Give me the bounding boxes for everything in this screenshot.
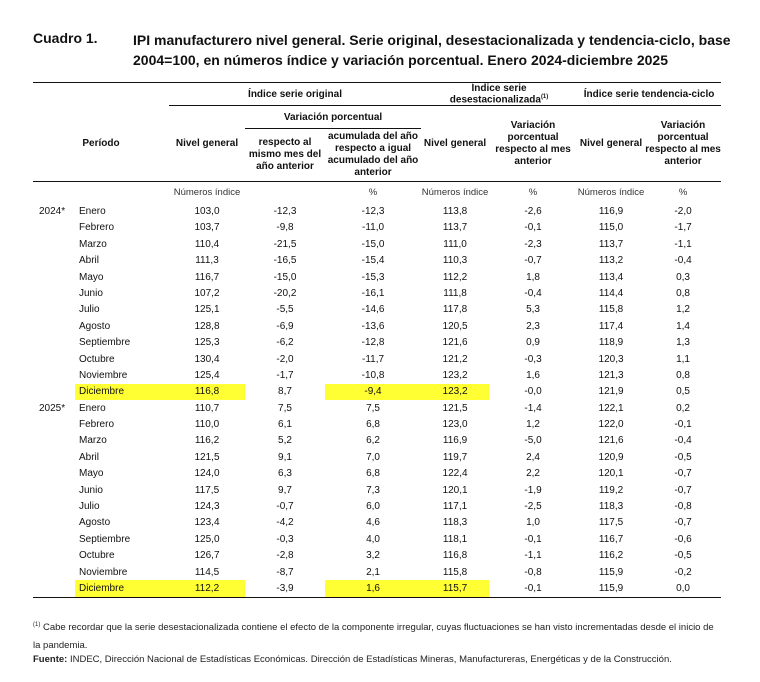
cell-desest-var: -0,7 <box>524 255 542 267</box>
cell-month: Octubre <box>79 550 115 562</box>
cell-acum: 3,2 <box>366 550 380 562</box>
ipi-table <box>33 82 721 598</box>
cell-month: Diciembre <box>75 580 169 597</box>
cell-nivel: 117,5 <box>194 484 220 496</box>
cell-desest-var: -0,1 <box>524 222 542 234</box>
cell-nivel: 124,0 <box>194 468 220 480</box>
cell-var-anual: -1,7 <box>276 369 294 381</box>
cell-tc-var: -0,1 <box>674 419 692 431</box>
cell-desest-var: -1,1 <box>524 550 542 562</box>
cell-acum: -15,0 <box>361 238 385 250</box>
cell-year <box>33 531 75 547</box>
cell-var-anual: 6,1 <box>278 419 292 431</box>
cell-nivel: 125,4 <box>194 369 220 381</box>
cell-desest-var: -1,4 <box>524 402 542 414</box>
cell-tc-var: -1,1 <box>674 238 692 250</box>
cell-month: Noviembre <box>79 566 128 578</box>
cell-month: Septiembre <box>79 337 131 349</box>
header-variacion: Variación porcentual <box>245 106 421 129</box>
cell-tc: 115,8 <box>598 304 624 316</box>
cell-acum: 6,8 <box>366 419 380 431</box>
cell-desest-var: -0,1 <box>524 533 542 545</box>
header-periodo: Período <box>33 106 169 182</box>
cell-desest: 116,8 <box>442 550 468 562</box>
cell-tc: 115,9 <box>577 580 645 597</box>
cell-desest-var: 1,2 <box>526 419 540 431</box>
cell-month: Abril <box>79 451 100 463</box>
cell-month: Julio <box>79 304 100 316</box>
source-note: Fuente: INDEC, Dirección Nacional de Estadísticas Económicas. Dirección de Estadísticas Mineras, Manufactureras, Energéticas y de la Construcción. <box>33 654 672 665</box>
cell-acum: 7,3 <box>366 484 380 496</box>
cell-tc-var: -0,7 <box>674 468 692 480</box>
cell-desest: 117,1 <box>442 501 468 513</box>
header-var-mes-tc: Variación porcentual respecto al mes anterior <box>645 106 721 182</box>
cell-var-anual: -2,8 <box>276 550 294 562</box>
table-row <box>33 384 721 400</box>
cell-desest-var: 1,6 <box>526 369 540 381</box>
cell-year <box>33 564 75 580</box>
cell-nivel: 110,7 <box>194 402 220 414</box>
header-desestacionalizada: Índice serie desestacionalizada$^{(1)}$ <box>421 83 577 106</box>
cell-year <box>33 351 75 367</box>
cell-tc: 120,1 <box>598 468 624 480</box>
cell-year <box>33 384 75 400</box>
cell-desest: 122,4 <box>442 468 468 480</box>
cell-tc-var: 0,5 <box>676 386 690 398</box>
cell-nivel: 107,2 <box>194 287 220 299</box>
unit-label: % <box>528 187 538 199</box>
cell-var-anual: -9,8 <box>276 222 294 234</box>
cell-desest: 123,2 <box>442 369 468 381</box>
cell-month: Agosto <box>79 517 111 529</box>
cell-acum: 1,6 <box>325 580 421 597</box>
cell-tc: 113,7 <box>598 238 624 250</box>
cell-desest: 118,1 <box>442 533 468 545</box>
cell-tc: 121,9 <box>598 386 624 398</box>
cell-tc-var: -0,4 <box>674 255 692 267</box>
cell-month: Diciembre <box>75 384 169 400</box>
cell-nivel: 125,0 <box>194 533 220 545</box>
cell-desest-var: -0,3 <box>524 353 542 365</box>
cell-desest: 111,0 <box>443 238 467 250</box>
cell-month: Enero <box>79 206 106 218</box>
cell-month: Febrero <box>79 222 115 234</box>
table-row <box>33 269 721 285</box>
cell-tc: 113,2 <box>598 255 624 267</box>
cell-var-anual: -6,2 <box>276 337 294 349</box>
cell-nivel: 110,4 <box>194 238 220 250</box>
cell-var-anual: 9,7 <box>278 484 292 496</box>
cell-tc: 114,4 <box>598 287 624 299</box>
header-nivel-original: Nivel general <box>169 106 245 182</box>
cell-desest-var: -2,6 <box>524 206 542 218</box>
cell-nivel: 103,0 <box>194 206 220 218</box>
header-tendencia: Índice serie tendencia-ciclo <box>577 83 721 106</box>
cell-year <box>33 367 75 383</box>
cell-tc-var: 0,8 <box>676 287 690 299</box>
header-var-mes-desest: Variación porcentual respecto al mes anterior <box>489 106 577 182</box>
cell-tc: 113,4 <box>598 271 624 283</box>
cell-year: 2024* <box>39 206 66 218</box>
cell-month: Marzo <box>79 435 107 447</box>
cell-desest: 110,3 <box>442 255 468 267</box>
cell-acum: -15,3 <box>361 271 385 283</box>
cell-tc: 115,0 <box>598 222 624 234</box>
cell-desest: 115,7 <box>421 580 489 597</box>
table-caption-label: Cuadro 1. <box>33 30 98 46</box>
cell-tc-var: 0,8 <box>676 369 690 381</box>
cell-year <box>33 449 75 465</box>
cell-desest-var: -5,0 <box>524 435 542 447</box>
cell-desest-var: -1,9 <box>524 484 542 496</box>
cell-acum: 4,0 <box>366 533 380 545</box>
header-acumulada: acumulada del año respecto a igual acumulado del año anterior <box>325 129 421 182</box>
cell-tc-var: 1,4 <box>676 320 690 332</box>
header-original: Índice serie original <box>169 83 421 106</box>
cell-desest: 120,5 <box>442 320 468 332</box>
cell-nivel: 121,5 <box>194 451 220 463</box>
cell-tc: 117,5 <box>598 517 624 529</box>
units-row <box>33 182 721 204</box>
cell-nivel: 125,1 <box>194 304 220 316</box>
table-row <box>33 334 721 350</box>
table-row <box>33 564 721 580</box>
cell-month: Marzo <box>79 238 107 250</box>
cell-acum: 7,0 <box>366 451 380 463</box>
cell-year <box>33 253 75 269</box>
cell-month: Octubre <box>79 353 115 365</box>
cell-month: Agosto <box>79 320 111 332</box>
cell-var-anual: -20,2 <box>273 287 297 299</box>
cell-desest-var: -0,8 <box>524 566 542 578</box>
table-row <box>33 285 721 301</box>
cell-acum: -10,8 <box>361 369 385 381</box>
cell-acum: -16,1 <box>361 287 385 299</box>
cell-tc-var: 0,2 <box>676 402 690 414</box>
cell-year <box>33 334 75 350</box>
cell-desest: 121,6 <box>442 337 468 349</box>
cell-desest: 123,2 <box>421 384 489 400</box>
cell-acum: -9,4 <box>325 384 421 400</box>
cell-desest-var: -0,1 <box>489 580 577 597</box>
cell-desest: 113,7 <box>442 222 468 234</box>
cell-acum: -11,0 <box>361 222 385 234</box>
cell-tc-var: -0,7 <box>674 484 692 496</box>
cell-nivel: 114,5 <box>194 566 220 578</box>
cell-year <box>33 548 75 564</box>
cell-year <box>33 318 75 334</box>
cell-tc-var: 0,0 <box>645 580 721 597</box>
cell-year <box>33 302 75 318</box>
cell-year <box>33 236 75 252</box>
cell-tc: 121,6 <box>598 435 624 447</box>
cell-tc: 120,9 <box>598 451 624 463</box>
cell-tc: 115,9 <box>598 566 624 578</box>
cell-tc: 118,9 <box>598 337 624 349</box>
table-caption-title: IPI manufacturero nivel general. Serie original, desestacionalizada y tendencia-ciclo, base 2004=100, en números índice y variación porcentual. Enero 2024-diciembre 2025 <box>133 32 731 68</box>
table-row <box>33 220 721 236</box>
cell-nivel: 116,7 <box>194 271 220 283</box>
cell-month: Abril <box>79 255 100 267</box>
cell-year <box>33 515 75 531</box>
cell-tc: 122,1 <box>598 402 624 414</box>
cell-desest-var: -2,3 <box>524 238 542 250</box>
cell-tc-var: -1,7 <box>674 222 692 234</box>
cell-nivel: 123,4 <box>194 517 220 529</box>
cell-year <box>33 285 75 301</box>
table-row <box>33 203 721 219</box>
cell-acum: -12,8 <box>361 337 385 349</box>
cell-acum: -15,4 <box>361 255 385 267</box>
cell-var-anual: -16,5 <box>273 255 297 267</box>
cell-year <box>33 498 75 514</box>
cell-var-anual: 5,2 <box>278 435 292 447</box>
cell-month: Septiembre <box>79 533 131 545</box>
cell-tc: 116,9 <box>598 206 624 218</box>
cell-tc: 117,4 <box>598 320 624 332</box>
cell-var-anual: -3,9 <box>245 580 325 597</box>
cell-tc-var: -2,0 <box>674 206 692 218</box>
cell-tc: 119,2 <box>598 484 624 496</box>
cell-year <box>33 433 75 449</box>
unit-label: Números índice <box>173 187 241 199</box>
unit-label: Números índice <box>421 187 489 199</box>
table-row <box>33 318 721 334</box>
cell-acum: 6,2 <box>366 435 380 447</box>
table-row <box>33 515 721 531</box>
cell-tc-var: -0,4 <box>674 435 692 447</box>
cell-tc: 116,7 <box>598 533 624 545</box>
table-row <box>33 548 721 564</box>
unit-label: Números índice <box>577 187 645 199</box>
cell-desest: 121,5 <box>442 402 468 414</box>
cell-var-anual: -15,0 <box>273 271 297 283</box>
cell-tc-var: 1,3 <box>676 337 690 349</box>
table-row <box>33 236 721 252</box>
cell-var-anual: 6,3 <box>278 468 292 480</box>
cell-var-anual: -0,7 <box>276 501 294 513</box>
cell-desest: 120,1 <box>442 484 468 496</box>
cell-desest-var: 1,8 <box>526 271 540 283</box>
cell-nivel: 110,0 <box>194 419 220 431</box>
table-row <box>33 498 721 514</box>
cell-year: 2025* <box>39 402 66 414</box>
table-row <box>33 253 721 269</box>
cell-tc: 120,3 <box>598 353 624 365</box>
table-row <box>33 449 721 465</box>
cell-nivel: 116,8 <box>169 384 245 400</box>
table-row <box>33 367 721 383</box>
cell-nivel: 116,2 <box>194 435 220 447</box>
unit-label: % <box>368 187 378 199</box>
cell-acum: -14,6 <box>361 304 385 316</box>
cell-month: Enero <box>79 402 106 414</box>
cell-var-anual: -8,7 <box>276 566 294 578</box>
cell-acum: -11,7 <box>361 353 385 365</box>
cell-nivel: 124,3 <box>194 501 220 513</box>
cell-tc-var: -0,8 <box>674 501 692 513</box>
cell-nivel: 130,4 <box>194 353 220 365</box>
cell-acum: -12,3 <box>361 206 385 218</box>
header-nivel-tc: Nivel general <box>577 106 645 182</box>
cell-acum: 6,0 <box>366 501 380 513</box>
cell-var-anual: -21,5 <box>273 238 297 250</box>
cell-desest: 116,9 <box>442 435 468 447</box>
cell-month: Junio <box>79 484 103 496</box>
cell-tc-var: -0,7 <box>674 517 692 529</box>
cell-year <box>33 220 75 236</box>
cell-acum: -13,6 <box>361 320 385 332</box>
cell-desest-var: -0,0 <box>524 386 542 398</box>
cell-year <box>33 482 75 498</box>
cell-desest-var: 2,2 <box>526 468 540 480</box>
cell-tc-var: -0,5 <box>674 451 692 463</box>
table-row <box>33 580 721 597</box>
cell-desest: 121,2 <box>442 353 468 365</box>
cell-var-anual: 7,5 <box>278 402 292 414</box>
cell-month: Febrero <box>79 419 115 431</box>
cell-month: Mayo <box>79 468 104 480</box>
cell-desest-var: -0,4 <box>524 287 542 299</box>
cell-nivel: 111,3 <box>195 255 219 267</box>
cell-year <box>33 466 75 482</box>
cell-desest: 115,8 <box>442 566 468 578</box>
cell-desest-var: 2,4 <box>526 451 540 463</box>
cell-nivel: 128,8 <box>194 320 220 332</box>
cell-desest: 119,7 <box>442 451 468 463</box>
cell-acum: 4,6 <box>366 517 380 529</box>
cell-var-anual: -12,3 <box>273 206 297 218</box>
cell-desest-var: 5,3 <box>526 304 540 316</box>
footnote: $^{(1)}$ Cabe recordar que la serie desestacionalizada contiene el efecto de la componente irregular, cuyas fluctuaciones se han visto incrementadas desde el inicio de la pandemia. <box>33 622 714 652</box>
table-row <box>33 416 721 432</box>
header-resp-anio: respecto al mismo mes del año anterior <box>245 129 325 182</box>
cell-nivel: 125,3 <box>194 337 220 349</box>
table-row <box>33 302 721 318</box>
cell-tc-var: -0,2 <box>674 566 692 578</box>
cell-acum: 6,8 <box>366 468 380 480</box>
cell-nivel: 112,2 <box>169 580 245 597</box>
table-row <box>33 482 721 498</box>
unit-label: % <box>678 187 688 199</box>
cell-tc-var: 1,2 <box>676 304 690 316</box>
cell-month: Noviembre <box>79 369 128 381</box>
table-row <box>33 466 721 482</box>
cell-tc-var: -0,6 <box>674 533 692 545</box>
cell-tc: 118,3 <box>598 501 624 513</box>
cell-var-anual: -2,0 <box>276 353 294 365</box>
cell-year <box>33 416 75 432</box>
cell-desest-var: 0,9 <box>526 337 540 349</box>
header-nivel-desest: Nivel general <box>421 106 489 182</box>
cell-tc-var: 0,3 <box>676 271 690 283</box>
cell-var-anual: 8,7 <box>278 386 292 398</box>
cell-desest: 112,2 <box>442 271 468 283</box>
cell-var-anual: -5,5 <box>276 304 294 316</box>
cell-month: Julio <box>79 501 100 513</box>
cell-desest-var: 1,0 <box>526 517 540 529</box>
cell-desest: 113,8 <box>442 206 468 218</box>
cell-var-anual: -0,3 <box>276 533 294 545</box>
cell-tc-var: 1,1 <box>676 353 690 365</box>
cell-nivel: 103,7 <box>194 222 220 234</box>
cell-var-anual: -4,2 <box>276 517 294 529</box>
table-row <box>33 351 721 367</box>
cell-var-anual: -6,9 <box>276 320 294 332</box>
cell-year <box>33 269 75 285</box>
table-row <box>33 531 721 547</box>
cell-tc: 122,0 <box>598 419 624 431</box>
cell-desest: 117,8 <box>442 304 468 316</box>
cell-tc: 121,3 <box>598 369 624 381</box>
cell-desest: 118,3 <box>442 517 468 529</box>
cell-nivel: 126,7 <box>194 550 220 562</box>
cell-month: Mayo <box>79 271 104 283</box>
cell-tc: 116,2 <box>598 550 624 562</box>
cell-desest: 111,8 <box>443 287 467 299</box>
cell-desest-var: -2,5 <box>524 501 542 513</box>
cell-desest-var: 2,3 <box>526 320 540 332</box>
cell-month: Junio <box>79 287 103 299</box>
cell-desest: 123,0 <box>442 419 468 431</box>
cell-tc-var: -0,5 <box>674 550 692 562</box>
table-row <box>33 400 721 416</box>
cell-acum: 2,1 <box>366 566 380 578</box>
cell-year <box>33 580 75 597</box>
cell-var-anual: 9,1 <box>278 451 292 463</box>
table-row <box>33 433 721 449</box>
cell-acum: 7,5 <box>366 402 380 414</box>
